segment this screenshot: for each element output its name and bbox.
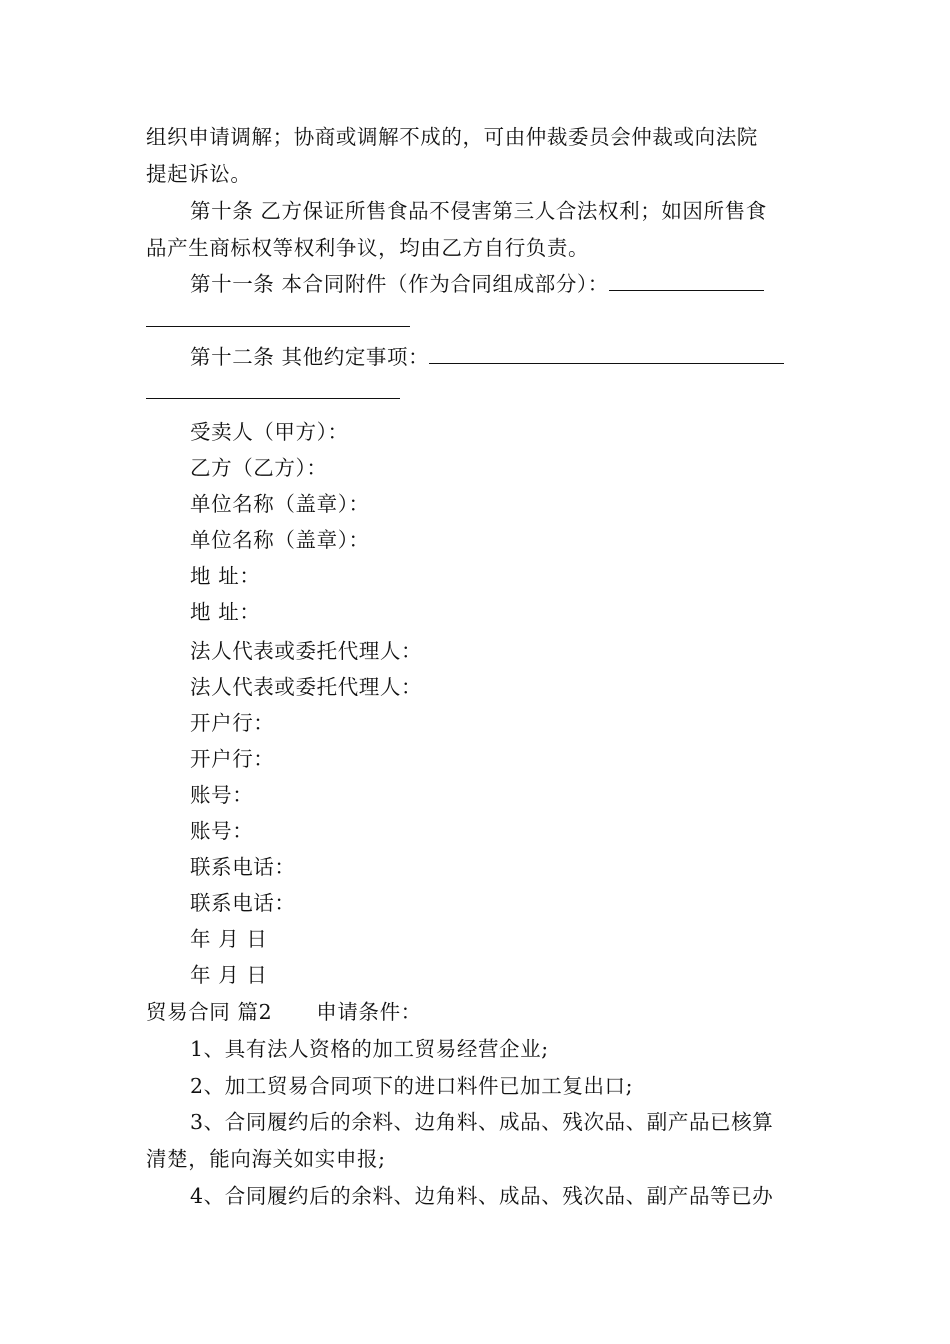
article-12-text: 第十二条 其他约定事项：	[190, 345, 430, 369]
signature-field: 开户行：	[190, 711, 275, 735]
signature-field: 乙方（乙方）：	[190, 456, 328, 480]
signature-field: 地 址：	[190, 600, 261, 624]
article-10-line: 第十条 乙方保证所售食品不侵害第三人合法权利；如因所售食	[190, 199, 767, 223]
article-12-line	[190, 345, 784, 369]
signature-field: 账号：	[190, 783, 254, 807]
list-item-continuation: 清楚，能向海关如实申报;	[146, 1147, 386, 1171]
paragraph-line: 组织申请调解；协商或调解不成的，可由仲裁委员会仲裁或向法院	[146, 125, 758, 149]
section-heading-line	[146, 1000, 422, 1024]
signature-field: 法人代表或委托代理人：	[190, 639, 423, 663]
signature-field: 单位名称（盖章）：	[190, 528, 370, 552]
date-field: 年 月 日	[190, 963, 268, 987]
signature-field: 账号：	[190, 819, 254, 843]
signature-field: 开户行：	[190, 747, 275, 771]
section-subheading: 申请条件：	[316, 1000, 422, 1024]
blank-underline	[609, 272, 764, 291]
signature-field: 受卖人（甲方）：	[190, 420, 349, 444]
blank-underline-line	[146, 308, 410, 327]
signature-field: 联系电话：	[190, 855, 296, 879]
paragraph-line: 提起诉讼。	[146, 162, 252, 186]
signature-field: 法人代表或委托代理人：	[190, 675, 423, 699]
list-item: 4、合同履约后的余料、边角料、成品、残次品、副产品等已办	[190, 1184, 774, 1208]
article-11-text: 第十一条 本合同附件（作为合同组成部分）：	[190, 272, 609, 296]
list-item: 2、加工贸易合同项下的进口料件已加工复出口;	[190, 1074, 634, 1098]
blank-underline	[146, 380, 400, 399]
article-11-line	[190, 272, 764, 296]
date-field: 年 月 日	[190, 927, 268, 951]
paragraph-line: 品产生商标权等权利争议，均由乙方自行负责。	[146, 236, 590, 260]
signature-field: 联系电话：	[190, 891, 296, 915]
blank-underline-line	[146, 380, 400, 399]
blank-underline	[146, 308, 410, 327]
signature-field: 地 址：	[190, 564, 261, 588]
section-heading: 贸易合同 篇2	[146, 1000, 273, 1024]
blank-underline	[429, 345, 784, 364]
list-item: 1、具有法人资格的加工贸易经营企业;	[190, 1037, 549, 1061]
list-item: 3、合同履约后的余料、边角料、成品、残次品、副产品已核算	[190, 1110, 774, 1134]
signature-field: 单位名称（盖章）：	[190, 492, 370, 516]
